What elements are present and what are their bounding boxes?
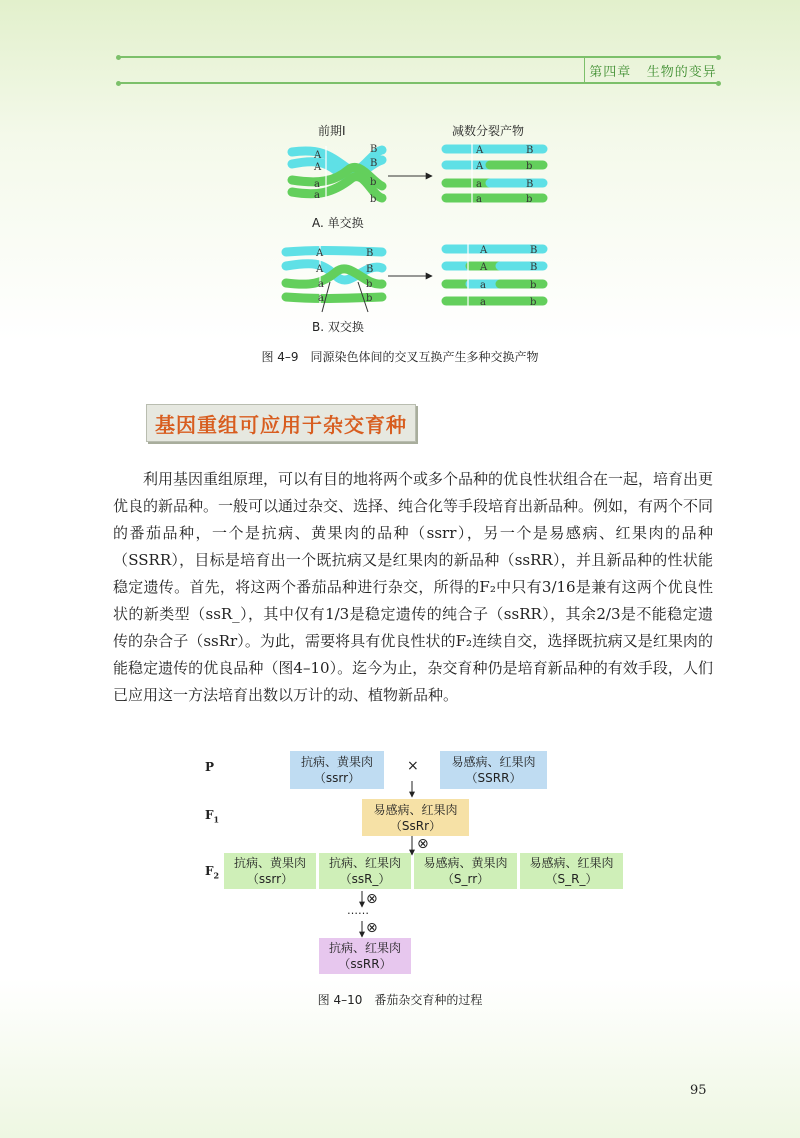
allele-label: a xyxy=(314,179,320,190)
box-genotype: （ssRR） xyxy=(338,957,392,971)
allele-label: a xyxy=(318,279,324,290)
generation-f2-label: $F_2$ xyxy=(205,864,220,881)
allele-label: A xyxy=(314,162,322,173)
allele-label: B xyxy=(366,264,374,275)
generation-f1-label: $F_1$ xyxy=(205,808,220,825)
allele-label: A xyxy=(314,150,322,161)
generation-p-label: P xyxy=(205,760,215,774)
allele-label: a xyxy=(480,297,486,308)
allele-label: b xyxy=(526,194,533,205)
chapter-number: 第四章 xyxy=(589,65,632,80)
allele-label: b xyxy=(366,279,373,290)
allele-label: A xyxy=(476,145,484,156)
f1-box xyxy=(362,799,469,836)
box-genotype: （ssR_） xyxy=(339,872,391,886)
allele-label: A xyxy=(316,264,324,275)
box-trait: 抗病、黄果肉 xyxy=(300,755,373,769)
allele-label: B xyxy=(526,179,534,190)
allele-label: a xyxy=(314,190,320,201)
box-trait: 易感病、红果肉 xyxy=(529,856,614,870)
selfing-symbol: ⊗ xyxy=(417,836,429,852)
box-genotype: （S_rr） xyxy=(441,872,490,886)
box-genotype: （SSRR） xyxy=(465,771,522,785)
box-genotype: （SsRr） xyxy=(389,818,442,833)
allele-label: a xyxy=(318,293,324,304)
box-trait: 抗病、红果肉 xyxy=(328,941,401,955)
figure-4-9-caption: 图 4–9 同源染色体间的交叉互换产生多种交换产物 xyxy=(261,350,539,364)
f2-box xyxy=(520,853,623,889)
f2-box xyxy=(224,853,316,889)
allele-label: B xyxy=(530,262,538,273)
allele-label: b xyxy=(366,293,373,304)
figure-4-9-panel-b-label: B. 双交换 xyxy=(312,320,364,334)
allele-label: a xyxy=(476,179,482,190)
allele-label: B xyxy=(370,144,378,155)
allele-label: B xyxy=(530,245,538,256)
parent-box-ssrr xyxy=(290,751,384,789)
final-box-ssrr xyxy=(319,938,411,974)
allele-label: a xyxy=(476,194,482,205)
allele-label: A xyxy=(480,262,488,273)
figure-4-9-label-prophase: 前期Ⅰ xyxy=(318,124,346,138)
f2-box xyxy=(319,853,411,889)
ellipsis: …… xyxy=(347,904,369,917)
page-number: 95 xyxy=(690,1083,707,1098)
figure-4-9-label-products: 减数分裂产物 xyxy=(452,124,525,138)
box-genotype: （ssrr） xyxy=(313,771,361,785)
parent-box-ssrr-dominant xyxy=(440,751,547,789)
selfing-symbol: ⊗ xyxy=(366,920,378,936)
allele-label: A xyxy=(476,161,484,172)
allele-label: A xyxy=(480,245,488,256)
allele-label: b xyxy=(526,161,533,172)
box-trait: 抗病、红果肉 xyxy=(328,856,401,870)
allele-label: A xyxy=(316,248,324,259)
allele-label: b xyxy=(530,297,537,308)
allele-label: B xyxy=(370,158,378,169)
box-trait: 易感病、红果肉 xyxy=(451,755,536,769)
box-genotype: （S_R_） xyxy=(545,872,598,886)
allele-label: B xyxy=(526,145,534,156)
allele-label: a xyxy=(480,280,486,291)
chapter-title: 生物的变异 xyxy=(646,65,717,80)
section-heading: 基因重组可应用于杂交育种 xyxy=(146,404,416,442)
allele-label: B xyxy=(366,248,374,259)
figure-4-10-caption: 图 4–10 番茄杂交育种的过程 xyxy=(317,993,483,1007)
figure-4-9-panel-a-label: A. 单交换 xyxy=(312,216,364,230)
allele-label: b xyxy=(530,280,537,291)
box-trait: 抗病、黄果肉 xyxy=(233,856,306,870)
f2-box xyxy=(414,853,517,889)
allele-label: b xyxy=(370,194,377,205)
body-paragraph: 利用基因重组原理，可以有目的地将两个或多个品种的优良性状组合在一起，培育出更优良的新品种。一般可以通过杂交、选择、纯合化等手段培育出新品种。例如，有两个不同的番茄品种，一个是抗病、黄果肉的品种（ssrr），另一个是易感病、红果肉的品种（SSRR），目标是培育出一个既抗病又是红果肉的新品种（ssRR），并且新品种的性状能稳定遗传。首先，将这两个番茄品种进行杂交，所得的F₂中只有3/16是兼有这两个优良性状的新类型（ssR_），其中仅有1/3是稳定遗传的纯合子（ssRR），其余2/3是不能稳定遗传的杂合子（ssRr）。为此，需要将具有优良性状的F₂连续自交，选择既抗病又是红果肉的能稳定遗传的优良品种（图4–10）。迄今为止，杂交育种仍是培育新品种的有效手段，人们已应用这一方法培育出数以万计的动、植物新品种。 xyxy=(113,470,714,704)
allele-label: b xyxy=(370,177,377,188)
selfing-symbol: ⊗ xyxy=(366,891,378,907)
box-trait: 易感病、红果肉 xyxy=(373,802,458,817)
box-genotype: （ssrr） xyxy=(246,872,294,886)
cross-symbol: × xyxy=(407,758,419,774)
box-trait: 易感病、黄果肉 xyxy=(423,856,508,870)
